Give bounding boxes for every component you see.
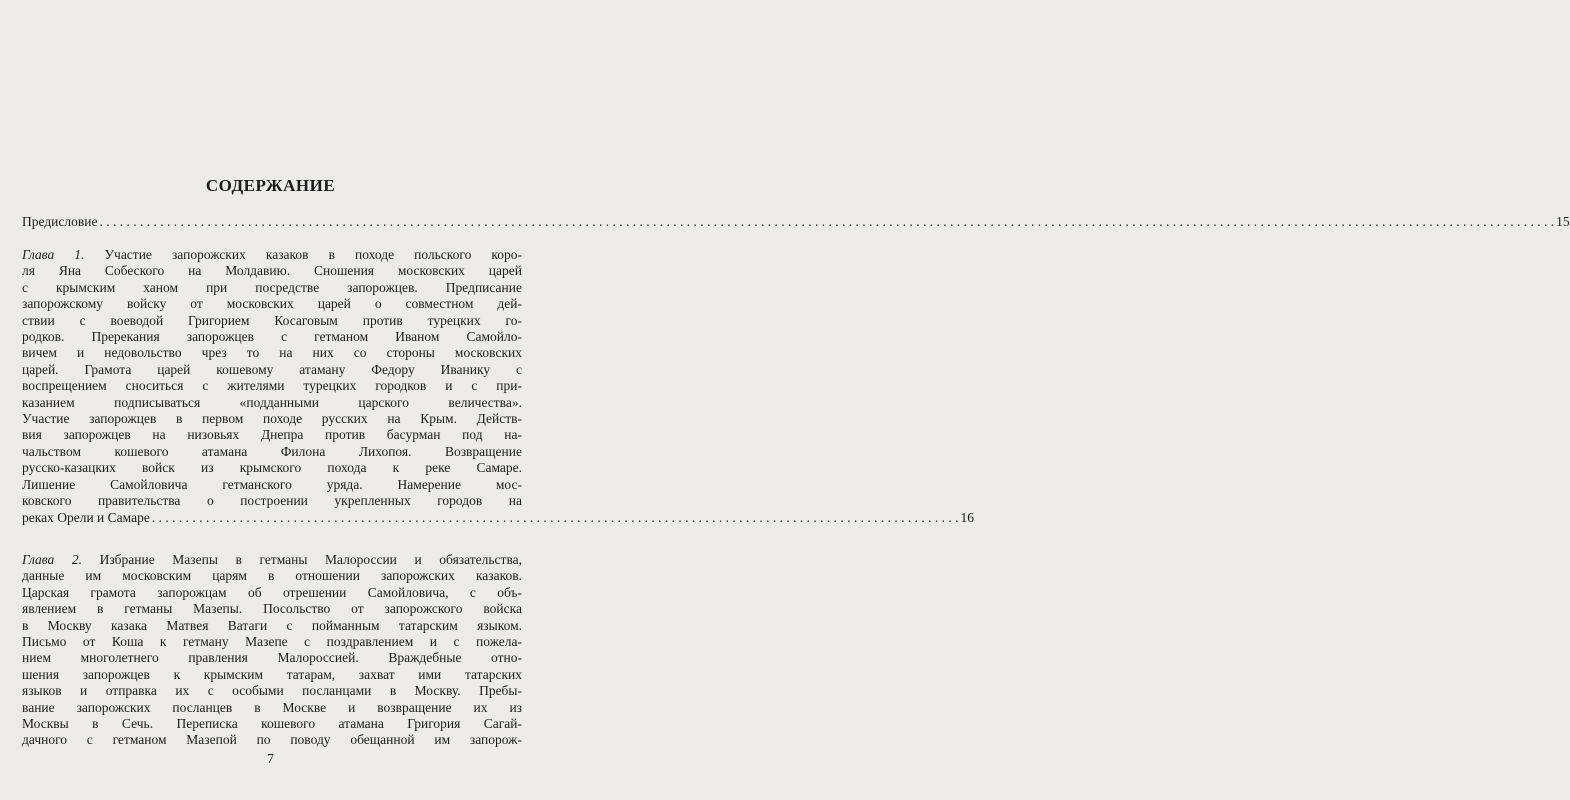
toc-entry-chapter-2 [22,552,522,749]
toc-entry-preface [22,214,1570,230]
toc-entry-text-line: данные им московским царям в отношении запорожских казаков. [22,568,522,584]
toc-entry-text-line: ля Яна Собеского на Молдавию. Сношения московских царей [22,263,522,279]
toc-entry-text-line: казанием подписываться «подданными царского величества». [22,394,522,410]
toc-entry-page: 16 [960,509,974,525]
toc-entry-text-line: в Москву казака Матвея Ватаги с пойманным татарским языком. [22,617,522,633]
toc-entry-label: Предисловие [22,214,98,229]
page-title: СОДЕРЖАНИЕ [205,176,336,195]
toc-entry-text-line: дачного с гетманом Мазепой по поводу обещанной им запорож- [22,732,522,748]
toc-entry-text-line: Глава 2. Избрание Мазепы в гетманы Малороссии и обязательства, [22,552,523,567]
toc-leader-dots: . . . . . . . . . . . . . . . . . . . . . . . . . . . . . . . . . . . . . . . . . . . . . . . . . . . . . . . . . . . . . . . . . . . . . . . . . . . . . . . . . . . . . . . . . . . . . . . . . . . . . . . . . . . . . . . . . . . . . . . . [151,509,959,525]
toc-entry-text-line: чальством кошевого атамана Филона Лихопоя. Возвращение [22,443,522,459]
toc-entry-text-line: царей. Грамота царей кошевому атаману Федору Иванику с [22,361,522,377]
toc-entry-text-line: Участие запорожцев в первом походе русских на Крым. Действ- [22,411,522,427]
toc-entry-text-line: Лишение Самойловича гетманского уряда. Намерение мос- [22,476,522,492]
toc-entry-text-line: с крымским ханом при посредстве запорожцев. Предписание [22,279,522,295]
toc-entry-text-line: ковского правительства о построении укрепленных городов на [22,493,522,509]
toc-entry-text-line: родков. Пререкания запорожцев с гетманом Иваном Самойло- [22,329,522,345]
toc-entry-text-line: вия запорожцев на низовьях Днепра против басурман под на- [22,427,522,443]
toc-entry-text-line: вание запорожских посланцев в Москве и возвращение их из [22,699,522,715]
toc-entry-text-line: шения запорожцев к крымским татарам, захват ими татарских [22,666,522,682]
toc-entry-text-line: Глава 1. Участие запорожских казаков в походе польского коро- [22,247,522,262]
chapter-label: Глава 2. [22,552,82,567]
toc-entry-text-line: Письмо от Коша к гетману Мазепе с поздравлением и с пожела- [22,634,522,650]
toc-entry-page: 15 [1556,214,1570,229]
toc-entry-text-line: русско-казацких войск из крымского похода к реке Самаре. [22,460,522,476]
toc-entry-text-line: ствии с воеводой Григорием Косаговым против турецких го- [22,312,522,328]
toc-leader-dots [99,214,1554,230]
toc-entry-text-line: Царская грамота запорожцам об отрешении Самойловича, с объ- [22,584,522,600]
toc-entry-text-line: вичем и недовольство чрез то на них со стороны московских [22,345,522,361]
page-number: 7 [267,752,274,767]
toc-entry-text-line: реках Орели и Самаре [22,509,150,525]
toc-entry-text-line: явлением в гетманы Мазепы. Посольство от запорожского войска [22,601,522,617]
toc-entry-text-line: нием многолетнего правления Малороссией. Враждебные отно- [22,650,522,666]
toc-entry-last-line [22,509,974,526]
toc-entry-text-line: языков и отправка их с особыми посланцами в Москву. Пребы- [22,683,522,699]
chapter-label: Глава 1. [22,247,85,262]
toc-entry-text-line: запорожскому войску от московских царей о совместном дей- [22,296,522,312]
toc-entry-text-line: Москвы в Сечь. Переписка кошевого атамана Григория Сагай- [22,716,522,732]
toc-entry-chapter-1 [22,247,974,526]
toc-entry-text-line: воспрещением сноситься с жителями турецких городков и с при- [22,378,522,394]
